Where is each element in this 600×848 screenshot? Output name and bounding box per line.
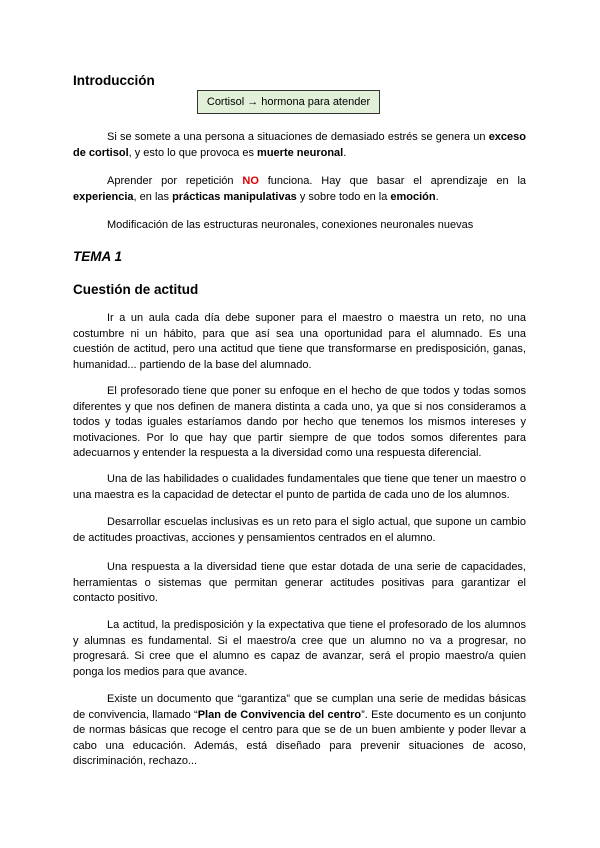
text-run: ”. Este documento es un conjunto de normas básicas que recoge el centro para que se de un buen ambiente y poder llevar a cabo una educación. Además, está diseñado para prevenir situaciones de acoso, discriminación, rechazo... <box>73 708 526 767</box>
intro-paragraph-3: Modificación de las estructuras neuronales, conexiones neuronales nuevas <box>107 219 474 231</box>
tema-title: TEMA 1 <box>73 249 123 264</box>
text-run: . <box>435 190 439 203</box>
section-heading: Cuestión de actitud <box>73 282 199 297</box>
body-paragraph-5: Una respuesta a la diversidad tiene que estar dotada de una serie de capacidades, herramientas o sistemas que permitan generar actitudes positivas para garantizar el contacto positivo. <box>73 561 526 604</box>
body-paragraph-6: La actitud, la predisposición y la expectativa que tiene el profesorado de los alumnos y alumnas es fundamental. Si el maestro/a cree que un alumno no va a progresar, no progresará. Si cree que el alumno es capaz de avanzar, será el propio maestro/a quien ponga los medios para que avance. <box>73 619 526 678</box>
intro-heading: Introducción <box>73 73 155 88</box>
intro-paragraph-2 <box>73 174 526 205</box>
body-paragraph-1: Ir a un aula cada día debe suponer para el maestro o maestra un reto, no una costumbre ni un hábito, para que así sea una oportunidad para el alumnado. Es una cuestión de actitud, pero una actitud que tiene que transformarse en predisposición, ganas, humanidad... partiendo de la base del alumnado. <box>73 312 526 371</box>
text-run: , y esto lo que provoca es <box>128 146 258 159</box>
body-paragraph-7 <box>73 692 526 770</box>
bold-practicas-manipulativas: prácticas manipulativas <box>172 190 297 203</box>
text-run: . <box>343 146 347 159</box>
body-paragraph-2: El profesorado tiene que poner su enfoque en el hecho de que todos y todas somos diferentes y que nos definen de manera distinta a cada uno, ya que si nos consideramos a todos y todas iguales estaríamos dando por hecho que tenemos los mismos intereses y motivaciones. Por lo que hay que partir siempre de que todos somos diferentes para adecuarnos y entender la respuesta a la diversidad como una respuesta diferencial. <box>73 385 526 459</box>
red-no-emphasis: NO <box>242 175 259 187</box>
body-paragraph-4: Desarrollar escuelas inclusivas es un reto para el siglo actual, que supone un cambio de actitudes proactivas, acciones y pensamientos centrados en el alumno. <box>73 516 526 544</box>
bold-plan-convivencia: Plan de Convivencia del centro <box>197 708 362 721</box>
body-paragraph-3: Una de las habilidades o cualidades fundamentales que tiene que tener un maestro o una maestra es la capacidad de detectar el punto de partida de cada uno de los alumnos. <box>73 473 526 501</box>
bold-exceso-cortisol: exceso de cortisol <box>73 131 526 159</box>
text-run: funciona. Hay que basar el aprendizaje en la <box>258 175 527 187</box>
bold-experiencia: experiencia <box>73 190 134 203</box>
bold-muerte-neuronal: muerte neuronal <box>257 146 344 159</box>
cortisol-callout-box: Cortisol → hormona para atender <box>197 90 380 114</box>
text-run: y sobre todo en la <box>296 190 391 203</box>
text-run: Existe un documento que “garantiza” que se cumplan una serie de medidas básicas de convivencia, llamado “ <box>73 693 526 721</box>
text-run: Si se somete a una persona a situaciones de demasiado estrés se genera un <box>107 131 489 143</box>
bold-emocion: emoción <box>390 190 436 203</box>
text-run: , en las <box>133 190 173 203</box>
text-run: Aprender por repetición <box>107 175 243 187</box>
intro-paragraph-1 <box>73 130 526 161</box>
